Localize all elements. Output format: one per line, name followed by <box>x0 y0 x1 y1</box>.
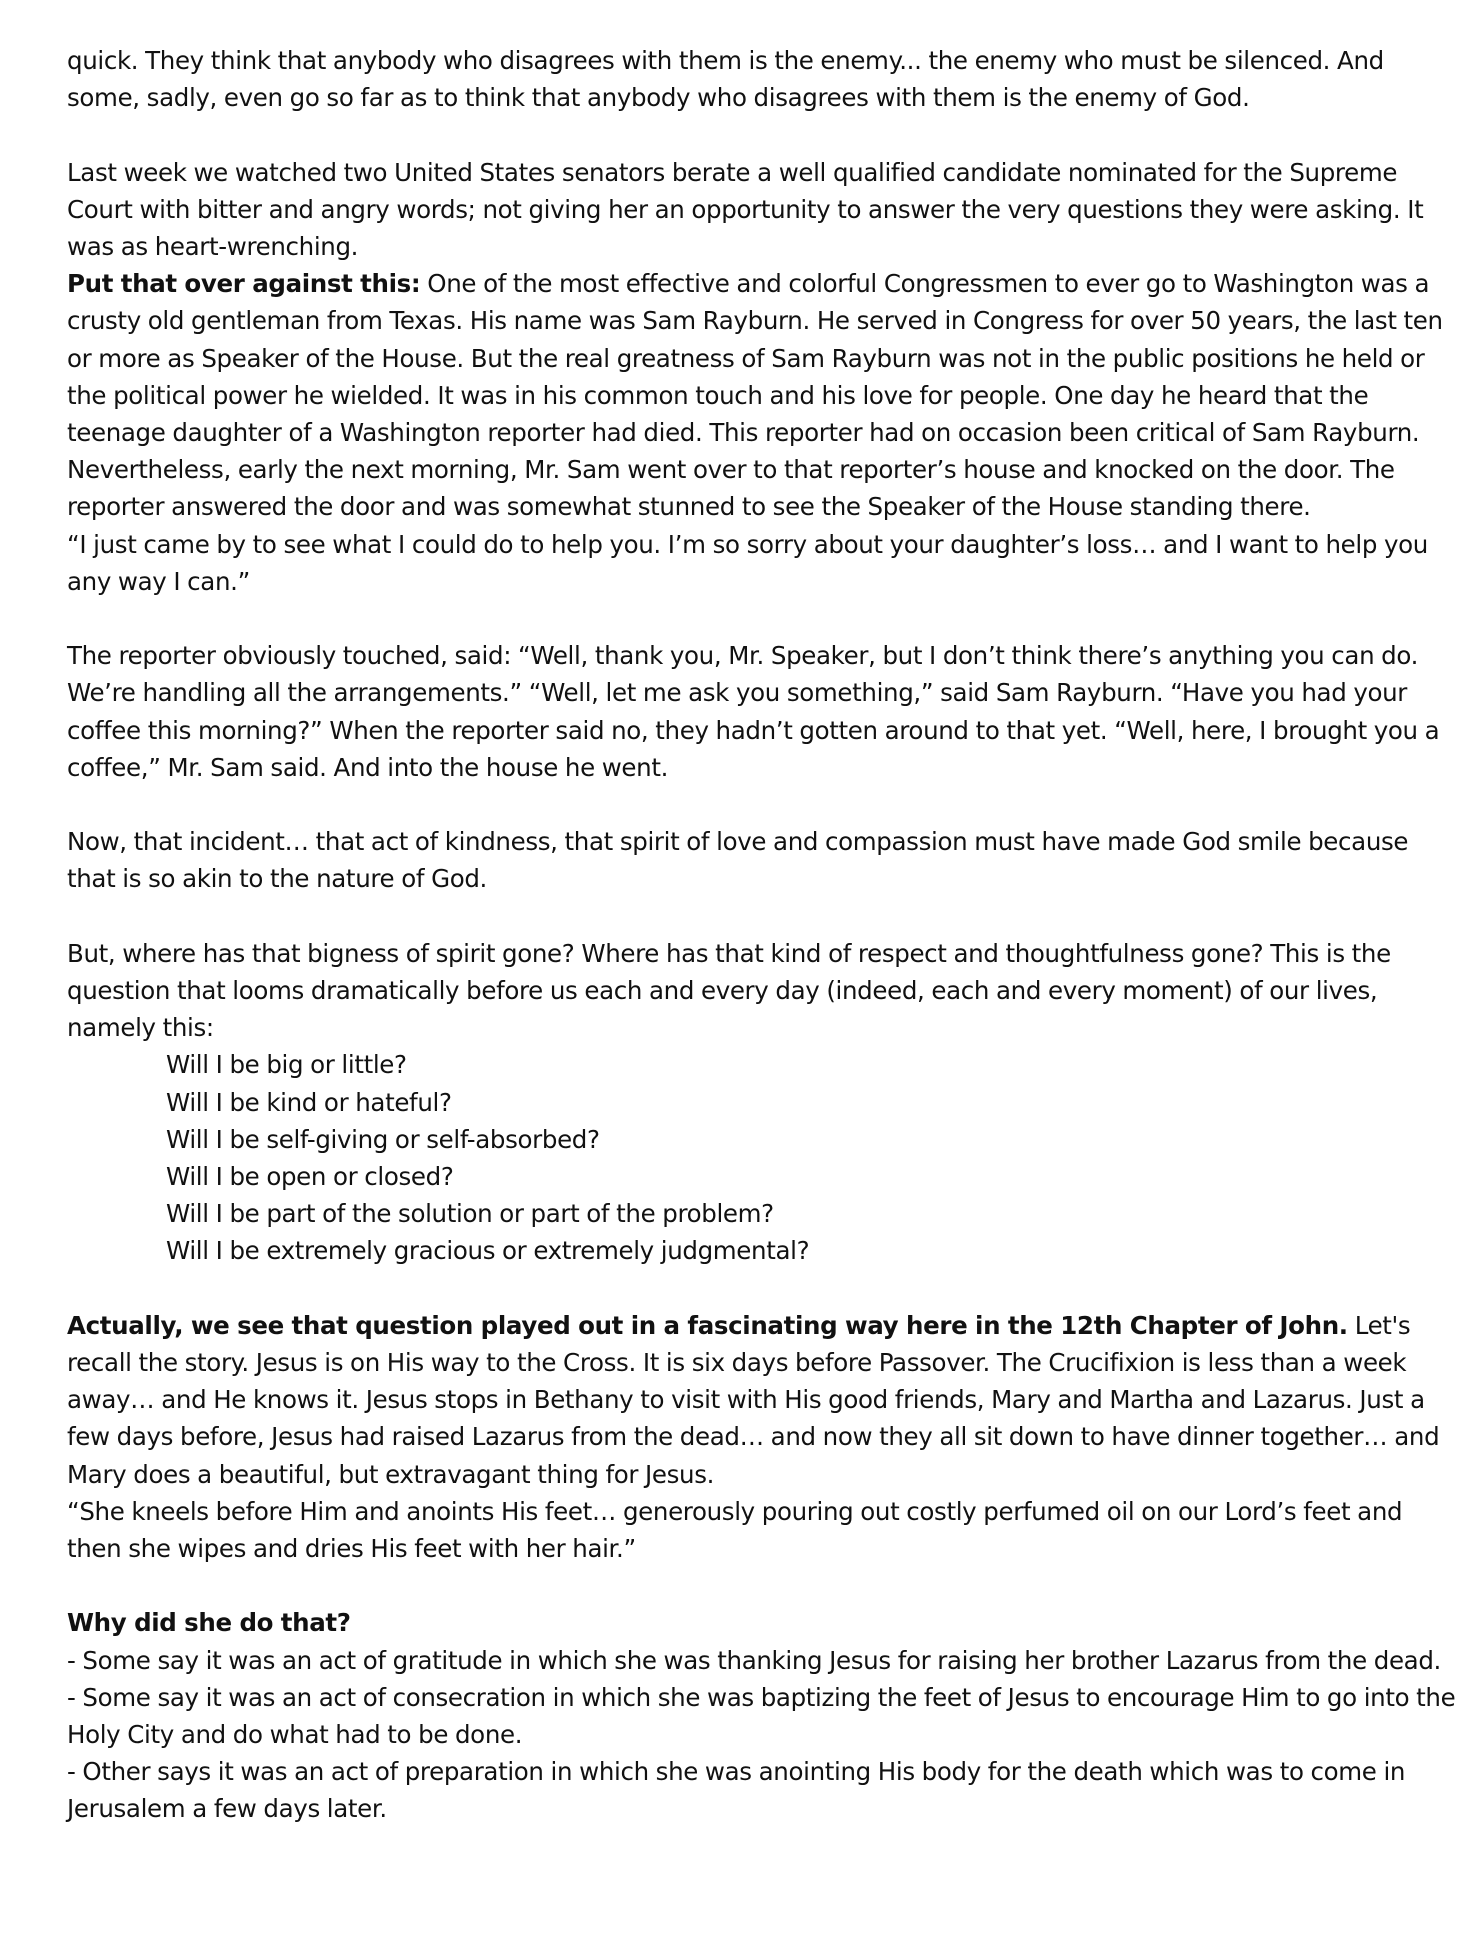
paragraph-gap <box>67 1567 1462 1604</box>
question-item: Will I be part of the solution or part of the problem? <box>166 1199 774 1229</box>
paragraph-gap <box>67 786 1462 823</box>
paragraph-john-12-text: Let's recall the story. Jesus is on His way to the Cross. It is six days before Passover. The Crucifixion is less than a week away… and He knows it. Jesus stops in Bethany to visit with His good friends, Mary and Martha and Lazarus. Just a few days before, Jesus had raised Lazarus from the dead… and now they all sit down to have dinner together… and Mary does a beautiful, but extravagant thing for Jesus. <box>67 1310 1440 1489</box>
paragraph-reporter: The reporter obviously touched, said: “Well, thank you, Mr. Speaker, but I don’t think there’s anything you can do. We’re handling all the arrangements.” “Well, let me ask you something,” said Sam Rayburn. “Have you had your coffee this morning?” When the reporter said no, they hadn’t gotten around to that yet. “Well, here, I brought you a coffee,” Mr. Sam said. And into the house he went. <box>67 641 1440 782</box>
paragraph-john-12 <box>67 1307 1462 1493</box>
lead-in-bold: Put that over against this: <box>67 269 421 299</box>
reason-item: - Some say it was an act of gratitude in which she was thanking Jesus for raising her brother Lazarus from the dead. <box>67 1645 1441 1675</box>
paragraph-bigness: But, where has that bigness of spirit gone? Where has that kind of respect and thoughtfulness gone? This is the question that looms dramatically before us each and every day (indeed, each and every moment) of our lives, namely this: <box>67 938 1391 1043</box>
document-page <box>67 42 1462 1828</box>
paragraph-gap <box>67 898 1462 935</box>
paragraph-gap <box>67 116 1462 153</box>
paragraph-intro: quick. They think that anybody who disagrees with them is the enemy... the enemy who must be silenced. And some, sadly, even go so far as to think that anybody who disagrees with them is the enemy of God. <box>67 46 1384 113</box>
paragraph-gap <box>67 1270 1462 1307</box>
paragraph-incident: Now, that incident… that act of kindness, that spirit of love and compassion must have made God smile because that is so akin to the nature of God. <box>67 827 1409 894</box>
paragraph-rayburn <box>67 265 1462 525</box>
question-item: Will I be self-giving or self-absorbed? <box>166 1124 600 1154</box>
quote-anointing: “She kneels before Him and anoints His feet… generously pouring out costly perfumed oil on our Lord’s feet and then she wipes and dries His feet with her hair.” <box>67 1496 1403 1564</box>
reason-item: - Some say it was an act of consecration in which she was baptizing the feet of Jesus to encourage Him to go into the Holy City and do what had to be done. <box>67 1682 1456 1750</box>
question-item: Will I be big or little? <box>166 1050 407 1080</box>
question-item: Will I be open or closed? <box>166 1162 454 1192</box>
reason-item: - Other says it was an act of preparation in which she was anointing His body for the death which was to come in Jerusalem a few days later. <box>67 1757 1406 1824</box>
quote-rayburn: “I just came by to see what I could do to help you. I’m so sorry about your daughter’s loss… and I want to help you any way I can.” <box>67 529 1428 596</box>
paragraph-gap <box>67 600 1462 637</box>
reason-list <box>67 1642 1462 1828</box>
question-item: Will I be kind or hateful? <box>166 1087 452 1117</box>
lead-in-bold: Actually, we see that question played out in a fascinating way here in the 12th Chapter of John. <box>67 1310 1348 1340</box>
paragraph-rayburn-text: One of the most effective and colorful Congressmen to ever go to Washington was a crusty old gentleman from Texas. His name was Sam Rayburn. He served in Congress for over 50 years, the last ten or more as Speaker of the House. But the real greatness of Sam Rayburn was not in the public positions he held or the political power he wielded. It was in his common touch and his love for people. One day he heard that the teenage daughter of a Washington reporter had died. This reporter had on occasion been critical of Sam Rayburn. Nevertheless, early the next morning, Mr. Sam went over to that reporter’s house and knocked on the door. The reporter answered the door and was somewhat stunned to see the Speaker of the House standing there. <box>67 269 1443 522</box>
heading-why: Why did she do that? <box>67 1608 351 1638</box>
question-list <box>67 1046 1462 1269</box>
question-item: Will I be extremely gracious or extremely judgmental? <box>166 1236 810 1266</box>
paragraph-senators: Last week we watched two United States senators berate a well qualified candidate nominated for the Supreme Court with bitter and angry words; not giving her an opportunity to answer the very questions they were asking. It was as heart-wrenching. <box>67 157 1424 261</box>
